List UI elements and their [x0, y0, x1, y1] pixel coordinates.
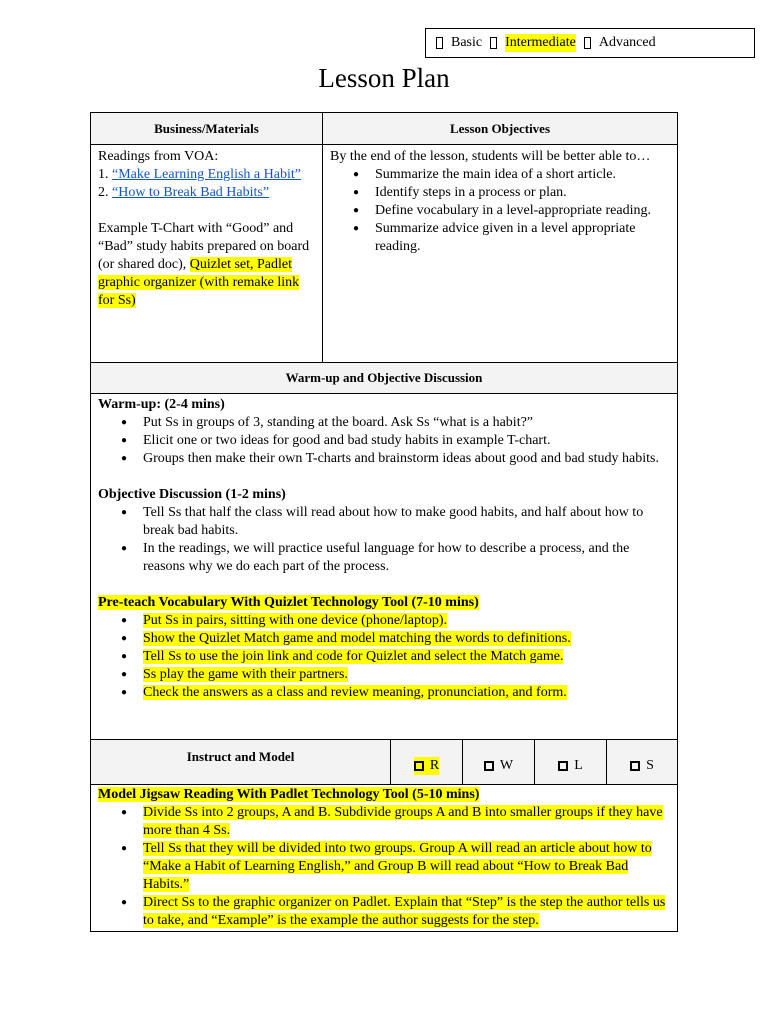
table-header-row — [91, 113, 677, 144]
skill-speaking[interactable]: S — [606, 740, 677, 784]
list-item: ● Identify steps in a process or plan. — [330, 184, 670, 202]
objectives-intro: By the end of the lesson, students will be better able to… — [330, 149, 651, 164]
list-item: ● Check the answers as a class and review meaning, pronunciation, and form. — [98, 684, 670, 702]
objective-discussion-list — [98, 504, 670, 576]
list-item: ● Show the Quizlet Match game and model matching the words to definitions. — [98, 630, 670, 648]
jigsaw-title: Model Jigsaw Reading With Padlet Technology Tool (5-10 mins) — [98, 787, 480, 802]
jigsaw-body-row — [91, 784, 677, 931]
reading-link-2[interactable]: “How to Break Bad Habits” — [112, 185, 270, 200]
jigsaw-list — [98, 804, 670, 930]
warmup-list — [98, 414, 670, 468]
list-item: ● Divide Ss into 2 groups, A and B. Subdivide groups A and B into smaller groups if they have more than 4 Ss. — [98, 804, 670, 840]
materials-tchart: Example T-Chart with “Good” and “Bad” study habits prepared on board (or shared doc), Quizlet set, Padlet graphic organizer (with remake link for Ss) — [98, 221, 310, 308]
list-item: ● Elicit one or two ideas for good and bad study habits in example T-chart. — [98, 432, 670, 450]
header-warmup: Warm-up and Objective Discussion — [285, 370, 483, 385]
materials-reading-1: 1. “Make Learning English a Habit” — [98, 167, 301, 182]
list-item: ● Ss play the game with their partners. — [98, 666, 670, 684]
list-item: ● Direct Ss to the graphic organizer on Padlet. Explain that “Step” is the step the author tells us to take, and “Example” is the example the author suggests for the step. — [98, 894, 670, 930]
materials-reading-2: 2. “How to Break Bad Habits” — [98, 185, 270, 200]
list-item: ● Summarize advice given in a level appropriate reading. — [330, 220, 670, 256]
preteach-list — [98, 612, 670, 702]
list-item: ● Put Ss in pairs, sitting with one device (phone/laptop). — [98, 612, 670, 630]
list-item: ● Groups then make their own T-charts and brainstorm ideas about good and bad study habits. — [98, 450, 670, 468]
level-label-basic: Basic — [451, 35, 483, 50]
skill-listening[interactable]: L — [534, 740, 606, 784]
list-item: ● Define vocabulary in a level-appropriate reading. — [330, 202, 670, 220]
lesson-plan-table — [90, 112, 678, 932]
objective-discussion-title: Objective Discussion (1-2 mins) — [98, 487, 286, 502]
reading-link-1[interactable]: “Make Learning English a Habit” — [112, 167, 301, 182]
list-item: ● Summarize the main idea of a short article. — [330, 166, 670, 184]
header-lesson-objectives: Lesson Objectives — [322, 113, 677, 144]
materials-intro: Readings from VOA: — [98, 149, 219, 164]
checkbox-icon[interactable] — [630, 761, 640, 771]
list-item: ● Tell Ss to use the join link and code for Quizlet and select the Match game. — [98, 648, 670, 666]
warmup-body-row — [91, 393, 677, 739]
level-selector — [425, 28, 755, 58]
checkbox-icon[interactable] — [490, 37, 497, 49]
list-item: ● Put Ss in groups of 3, standing at the board. Ask Ss “what is a habit?” — [98, 414, 670, 432]
page-title: Lesson Plan — [318, 63, 450, 93]
level-option-advanced[interactable] — [584, 34, 656, 52]
checkbox-icon[interactable] — [484, 761, 494, 771]
list-item: ● Tell Ss that half the class will read about how to make good habits, and half about how to break bad habits. — [98, 504, 670, 540]
skill-writing[interactable]: W — [462, 740, 534, 784]
warmup-header-row — [91, 362, 677, 393]
checkbox-icon[interactable] — [414, 761, 424, 771]
checkbox-icon[interactable] — [584, 37, 591, 49]
materials-tools-highlight: Quizlet set, Padlet graphic organizer (with remake link for Ss) — [98, 257, 300, 308]
level-label-intermediate: Intermediate — [505, 35, 576, 50]
level-option-basic[interactable] — [436, 34, 482, 52]
objectives-cell — [322, 145, 677, 362]
materials-cell — [91, 145, 322, 362]
preteach-title: Pre-teach Vocabulary With Quizlet Technology Tool (7-10 mins) — [98, 595, 479, 610]
header-instruct-model: Instruct and Model — [186, 749, 295, 764]
list-item: ● Tell Ss that they will be divided into two groups. Group A will read an article about how to “Make a Habit of Learning English,” and Group B will read about “How to Break Bad Habits.” — [98, 840, 670, 894]
warmup-cell — [91, 394, 677, 739]
objectives-list — [330, 166, 670, 256]
materials-objectives-row — [91, 144, 677, 362]
warmup-title: Warm-up: (2-4 mins) — [98, 397, 225, 412]
checkbox-icon[interactable] — [558, 761, 568, 771]
header-business-materials: Business/Materials — [154, 120, 259, 136]
instruct-header-row — [91, 739, 677, 784]
checkbox-icon[interactable] — [436, 37, 443, 49]
level-label-advanced: Advanced — [598, 35, 656, 50]
skill-reading[interactable]: R — [390, 740, 462, 784]
list-item: ● In the readings, we will practice useful language for how to describe a process, and the reasons why we do each part of the process. — [98, 540, 670, 576]
level-option-intermediate[interactable] — [490, 34, 576, 52]
jigsaw-cell — [91, 785, 677, 931]
